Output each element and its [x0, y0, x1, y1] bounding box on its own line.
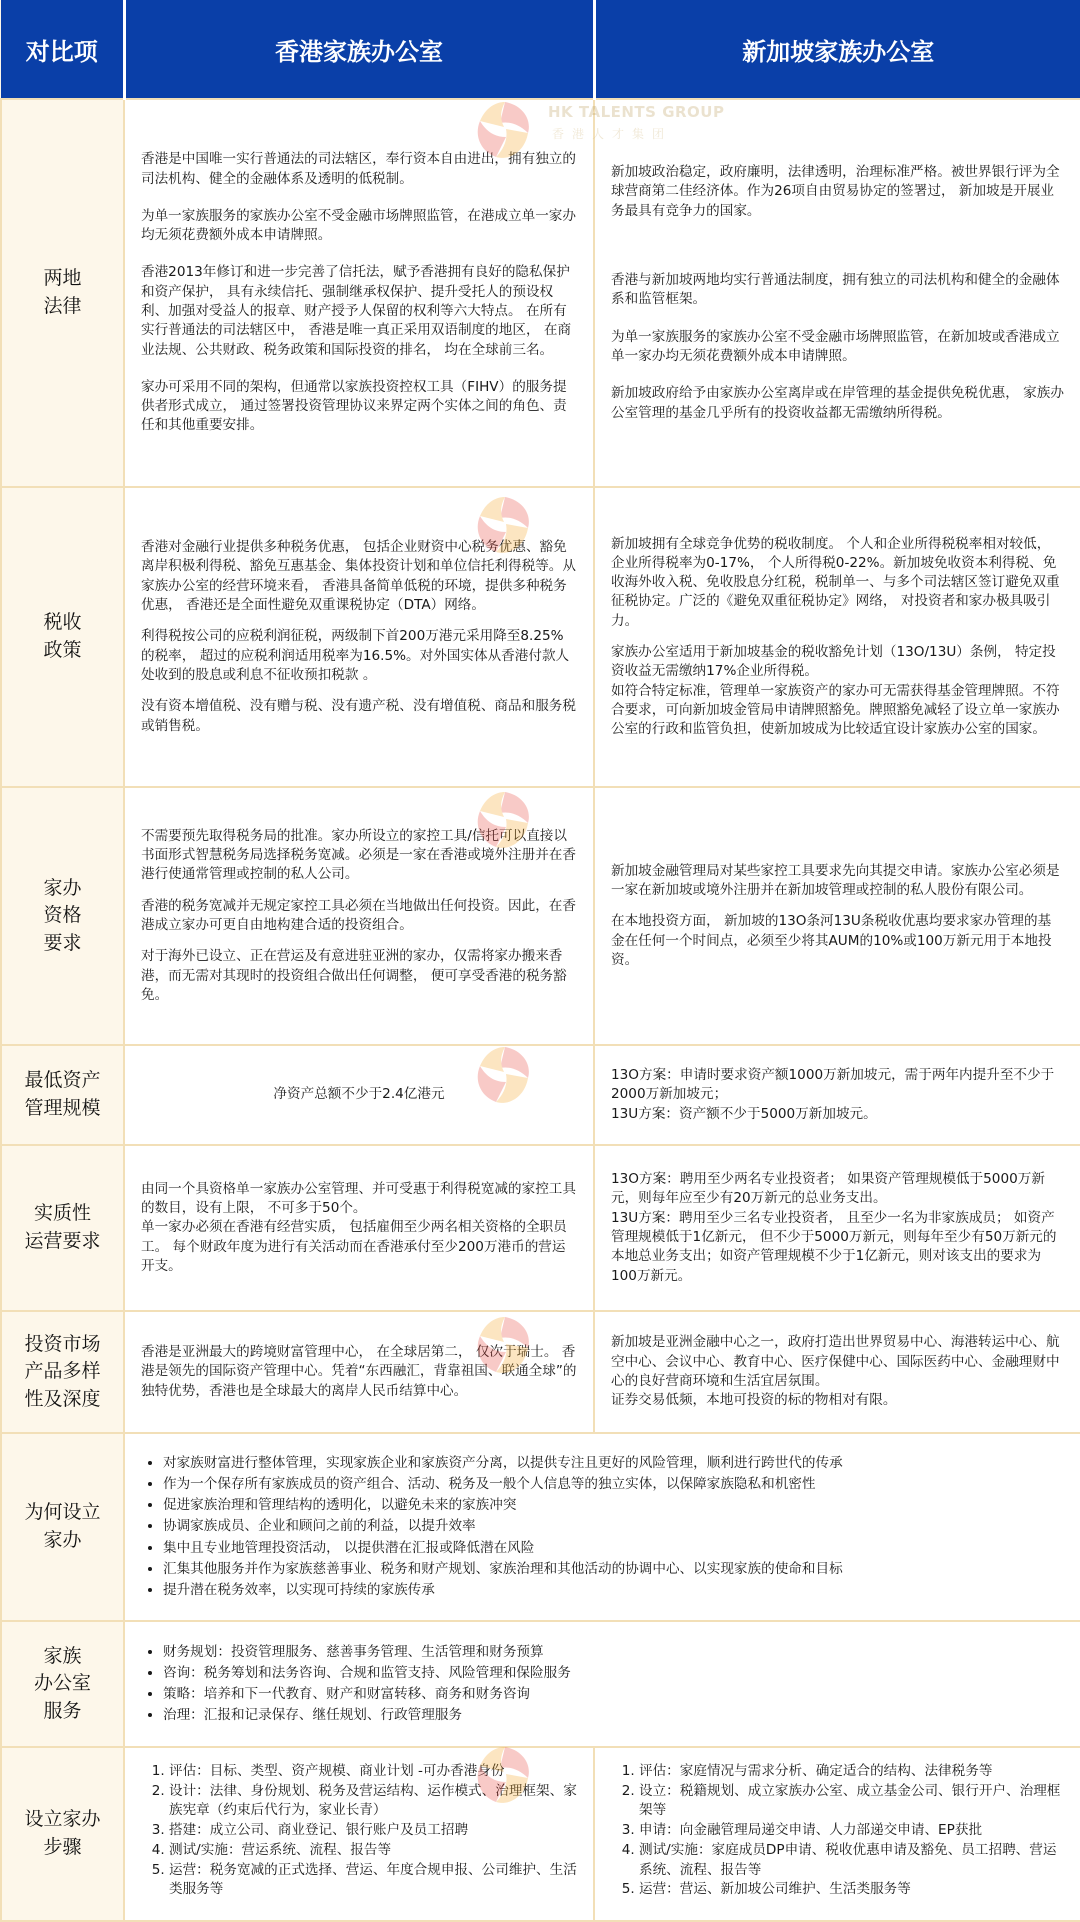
- step-item: 4. 测试/实施：营运系统、流程、报告等: [169, 1841, 577, 1861]
- paragraph: 香港2013年修订和进一步完善了信托法，赋予香港拥有良好的隐私保护和资产保护， 具有永续信托、强制继承权保护、提升受托人的预设权利、加强对受益人的报章、财产授予人保留的权利等六大特点。 在所有实行普通法的司法辖区中， 香港是唯一真正采用双语制度的地区， 在商业法规、公共财政、税务政策和国际投资的排名， 均在全球前三名。: [141, 264, 572, 358]
- hk-cell: [124, 99, 594, 487]
- row-steps: [1, 1747, 1080, 1921]
- service-list: [141, 1642, 1064, 1726]
- list-item: • 集中且专业地管理投资活动， 以提供潜在汇报或降低潜在风险: [163, 1538, 1064, 1559]
- hk-cell: [124, 1747, 594, 1921]
- row-label-text: 两地 法律: [43, 267, 82, 317]
- list-item: • 治理：汇报和记录保存、继任规划、行政管理服务: [163, 1705, 1064, 1726]
- merged-cell: [124, 1433, 1080, 1621]
- step-item: 4. 测试/实施：家庭成员DP申请、税收优惠申请及豁免、员工招聘、营运系统、流程、报告等: [639, 1841, 1064, 1880]
- step-item: 5. 运营：营运、新加坡公司维护、生活类服务等: [639, 1880, 1064, 1900]
- aum-value: 净资产总额不少于2.4亿港元: [273, 1086, 445, 1103]
- paragraph: 新加坡政治稳定，政府廉明，法律透明，治理标准严格。被世界银行评为全球营商第二佳经济体。作为26项自由贸易协定的签署过， 新加坡是开展业务最具有竞争力的国家。: [611, 164, 1060, 219]
- hk-step-list: [141, 1762, 577, 1900]
- list-item: • 汇集其他服务并作为家族慈善事业、税务和财产规划、家族治理和其他活动的协调中心、以实现家族的使命和目标: [163, 1559, 1064, 1580]
- paragraph: 13O方案：聘用至少两名专业投资者； 如果资产管理规模低于5000万新元，则每年应至少有20万新元的总业务支出。 13U方案：聘用至少三名专业投资者， 且至少一名为非家族成员； 如资产管理规模低于1亿新元， 但不少于5000万新元，则每年至少有50万新元的本地总业务支出；如资产管理规模不少于1亿新元，则对该支出的要求为100万新元。: [611, 1171, 1057, 1284]
- row-tax: [1, 487, 1080, 787]
- row-label-text: 投资市场 产品多样 性及深度: [24, 1332, 101, 1410]
- row-label: [1, 1747, 124, 1921]
- paragraph: 香港与新加坡两地均实行普通法制度，拥有独立的司法机构和健全的金融体系和监管框架。: [611, 272, 1060, 308]
- paragraph: 为单一家族服务的家族办公室不受金融市场牌照监管，在港成立单一家办均无须花费额外成本申请牌照。: [141, 207, 576, 244]
- paragraph: 香港对金融行业提供多种税务优惠， 包括企业财资中心税务优惠、豁免离岸积极利得税、豁免互惠基金、集体投资计划和单位信托利得税等。从家族办公室的经营环境来看， 香港具备简单低税的环境，提供多种税务优惠， 香港还是全面性避免双重课税协定（DTA）网络。: [141, 539, 576, 614]
- row-label-text: 实质性 运营要求: [24, 1202, 101, 1252]
- paragraph: 香港是亚洲最大的跨境财富管理中心， 在全球居第二， 仅次于瑞士。 香港是领先的国际资产管理中心。凭着“东西融汇，背靠祖国、联通全球”的独特优势，香港也是全球最大的离岸人民币结算中心。: [141, 1344, 577, 1399]
- list-item: • 对家族财富进行整体管理，实现家族企业和家族资产分离，以提供专注且更好的风险管理，顺利进行跨世代的传承: [163, 1453, 1064, 1474]
- list-item: • 作为一个保存所有家族成员的资产组合、活动、税务及一般个人信息等的独立实体，以保障家族隐私和机密性: [163, 1474, 1064, 1495]
- paragraph: 家办可采用不同的架构，但通常以家族投资控权工具（FIHV）的服务提供者形式成立， 通过签署投资管理协议来界定两个实体之间的角色、责任和其他重要安排。: [141, 378, 567, 434]
- list-item: • 策略：培养和下一代教育、财产和财富转移、商务和财务咨询: [163, 1684, 1064, 1705]
- row-label: [1, 787, 124, 1045]
- step-item: 1. 评估：目标、类型、资产规模、商业计划 -可办香港身份: [169, 1762, 577, 1782]
- paragraph: 对于海外已设立、正在营运及有意进驻亚洲的家办，仅需将家办搬来香港，而无需对其现时的投资组合做出任何调整， 便可享受香港的税务豁免。: [141, 948, 567, 1003]
- row-market: [1, 1311, 1080, 1433]
- step-item: 1. 评估：家庭情况与需求分析、确定适合的结构、法律税务等: [639, 1762, 1064, 1782]
- sg-cell: [594, 1311, 1080, 1433]
- paragraph: 13O方案：申请时要求资产额1000万新加坡元，需于两年内提升至不少于2000万新加坡元； 13U方案：资产额不少于5000万新加坡元。: [611, 1067, 1055, 1122]
- row-label: [1, 1045, 124, 1145]
- sg-cell: [594, 99, 1080, 487]
- hk-cell: [124, 1145, 594, 1311]
- hk-cell: [124, 787, 594, 1045]
- paragraph: 由同一个具资格单一家族办公室管理、并可受惠于利得税宽减的家控工具的数目，设有上限， 不可多于50个。 单一家办必须在香港有经营实质， 包括雇佣至少两名相关资格的全职员工。 每个财政年度为进行有关活动而在香港承付至少200万港币的营运开支。: [141, 1180, 576, 1274]
- row-label-text: 设立家办 步骤: [24, 1808, 101, 1858]
- row-label: [1, 1621, 124, 1747]
- sg-cell: [594, 1145, 1080, 1311]
- sg-cell: [594, 487, 1080, 787]
- row-label: [1, 1433, 124, 1621]
- row-label-text: 家族 办公室 服务: [33, 1644, 91, 1722]
- sg-cell: [594, 1747, 1080, 1921]
- list-item: • 财务规划：投资管理服务、慈善事务管理、生活管理和财务预算: [163, 1642, 1064, 1663]
- row-services: [1, 1621, 1080, 1747]
- paragraph: 不需要预先取得税务局的批准。家办所设立的家控工具/信托可以直接以书面形式智慧税务局选择税务宽减。必须是一家在香港或境外注册并在香港行使通常管理或控制的私人公司。: [141, 827, 576, 883]
- merged-cell: [124, 1621, 1080, 1747]
- paragraph: 为单一家族服务的家族办公室不受金融市场牌照监管，在新加坡或香港成立单一家办均无须花费额外成本申请牌照。: [611, 328, 1060, 364]
- paragraph: 在本地投资方面， 新加坡的13O条河13U条税收优惠均要求家办管理的基金在任何一个时间点，必须至少将其AUM的10%或100万新元用于本地投资。: [611, 913, 1052, 968]
- watermark-sub: 香港人才集团: [552, 127, 673, 141]
- sg-step-list: [611, 1762, 1064, 1900]
- step-item: 3. 搭建：成立公司、商业登记、银行账户及员工招聘: [169, 1821, 577, 1841]
- row-label-text: 家办 资格 要求: [43, 876, 82, 954]
- list-item: • 提升潜在税务效率，以实现可持续的家族传承: [163, 1580, 1064, 1601]
- header-hong-kong: 香港家族办公室: [124, 0, 594, 99]
- row-label-text: 为何设立 家办: [24, 1501, 101, 1551]
- row-label-text: 最低资产 管理规模: [24, 1069, 101, 1119]
- row-law: [1, 99, 1080, 487]
- list-item: • 促进家族治理和管理结构的透明化，以避免未来的家族冲突: [163, 1495, 1064, 1516]
- paragraph: 新加坡政府给予由家族办公室离岸或在岸管理的基金提供免税优惠， 家族办公室管理的基金几乎所有的投资收益都无需缴纳所得税。: [611, 385, 1064, 421]
- header-row: [1, 0, 1080, 99]
- row-label: [1, 1145, 124, 1311]
- row-label: [1, 99, 124, 487]
- step-item: 2. 设计：法律、身份规划、税务及营运结构、运作模式、治理框架、家族宪章（约束后代行为，家业长青）: [169, 1782, 577, 1821]
- hk-cell: [124, 487, 594, 787]
- row-why: [1, 1433, 1080, 1621]
- row-label: [1, 487, 124, 787]
- row-label: [1, 1311, 124, 1433]
- paragraph: 没有资本增值税、没有赠与税、没有遗产税、没有增值税、商品和服务税或销售税。: [141, 698, 576, 734]
- step-item: 2. 设立：税籍规划、成立家族办公室、成立基金公司、银行开户、治理框架等: [639, 1782, 1064, 1821]
- list-item: • 咨询：税务筹划和法务咨询、合规和监管支持、风险管理和保险服务: [163, 1663, 1064, 1684]
- sg-cell: [594, 1045, 1080, 1145]
- header-singapore: 新加坡家族办公室: [594, 0, 1080, 99]
- watermark-brand: HK TALENTS GROUP: [548, 103, 725, 121]
- paragraph: 家族办公室适用于新加坡基金的税收豁免计划（13O/13U）条例， 特定投资收益无需缴纳17%企业所得税。 如符合特定标准，管理单一家族资产的家办可无需获得基金管理牌照。不符合要求，可向新加坡金管局申请牌照豁免。牌照豁免减轻了设立单一家族办公室的行政和监管负担，使新加坡成为比较适宜设计家族办公室的国家。: [611, 644, 1060, 738]
- row-aum: [1, 1045, 1080, 1145]
- hk-cell: [124, 1311, 594, 1433]
- reason-list: [141, 1453, 1064, 1600]
- paragraph: 香港的税务宽减并无规定家控工具必须在当地做出任何投资。因此，在香港成立家办可更自由地构建合适的投资组合。: [141, 897, 576, 933]
- row-requirements: [1, 787, 1080, 1045]
- list-item: • 协调家族成员、企业和顾问之前的利益，以提升效率: [163, 1516, 1064, 1537]
- step-item: 5. 运营：税务宽减的正式选择、营运、年度合规申报、公司维护、生活类服务等: [169, 1861, 577, 1900]
- paragraph: 新加坡是亚洲金融中心之一，政府打造出世界贸易中心、海港转运中心、航空中心、会议中心、教育中心、医疗保健中心、国际医药中心、金融理财中心的良好营商环境和生活宜居氛围。 证券交易低频，本地可投资的标的物相对有限。: [611, 1334, 1060, 1409]
- paragraph: 新加坡金融管理局对某些家控工具要求先向其提交申请。家族办公室必须是一家在新加坡或境外注册并在新加坡管理或控制的私人股份有限公司。: [611, 862, 1060, 899]
- header-compare-item: 对比项: [1, 0, 124, 99]
- paragraph: 香港是中国唯一实行普通法的司法辖区，奉行资本自由进出，拥有独立的司法机构、健全的金融体系及透明的低税制。: [141, 151, 576, 187]
- row-operations: [1, 1145, 1080, 1311]
- sg-cell: [594, 787, 1080, 1045]
- step-item: 3. 申请：向金融管理局递交申请、人力部递交申请、EP获批: [639, 1821, 1064, 1841]
- paragraph: 利得税按公司的应税利润征税，两级制下首200万港元采用降至8.25%的税率， 超过的应税利润适用税率为16.5%。对外国实体从香港付款人处收到的股息或利息不征收预扣税款 。: [141, 628, 570, 683]
- hk-cell: [124, 1045, 594, 1145]
- row-label-text: 税收 政策: [43, 611, 82, 661]
- paragraph: 新加坡拥有全球竞争优势的税收制度。 个人和企业所得税税率相对较低， 企业所得税率为0-17%， 个人所得税0-22%。新加坡免收资本利得税、免收海外收入税、免收股息分红税，税制单一、与多个司法辖区签订避免双重征税协定。广泛的《避免双重征税协定》网络， 对投资者和家办极具吸引力。: [611, 535, 1060, 629]
